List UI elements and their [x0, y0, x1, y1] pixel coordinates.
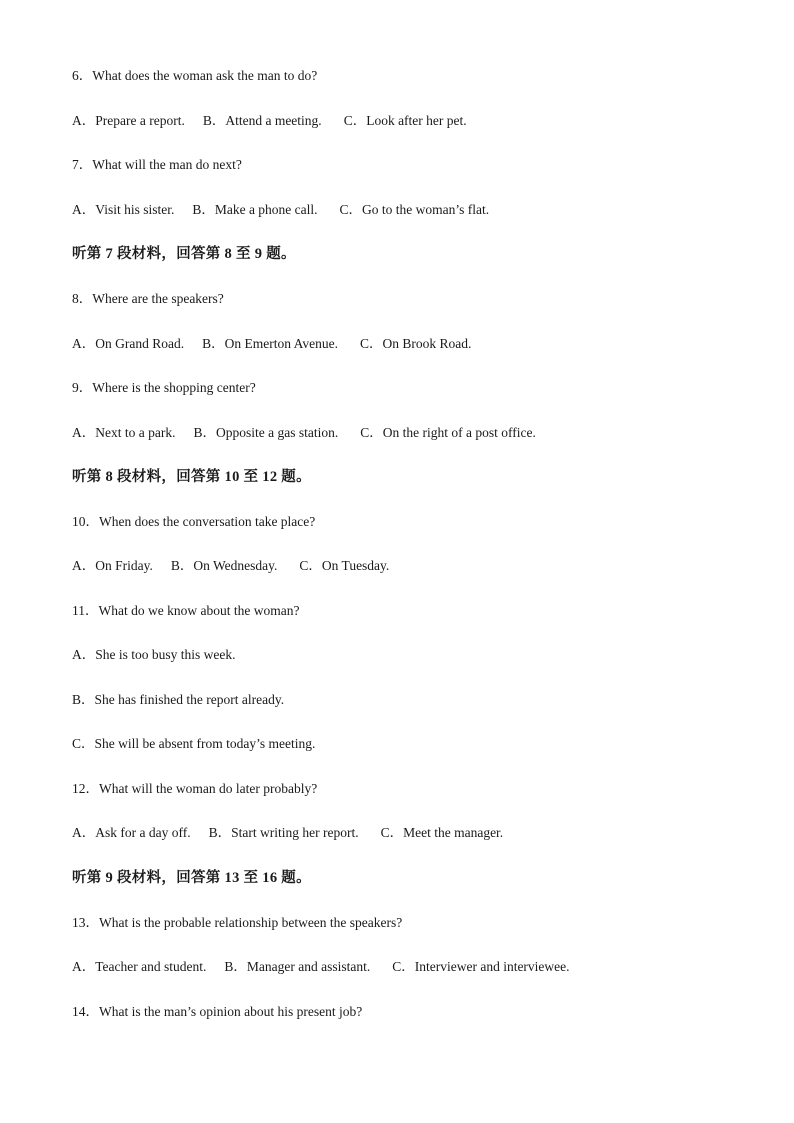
question-6-options: [72, 113, 467, 129]
question-11-option-c: C．She will be absent from today’s meeting.: [72, 736, 316, 751]
question-12-options: [72, 825, 503, 841]
question-6-option-a: A．Prepare a report.: [72, 113, 185, 128]
question-8-options: [72, 336, 471, 352]
section-heading-8: 听第 8 段材料，回答第 10 至 12 题。: [72, 469, 311, 485]
question-10-option-a: A．On Friday.: [72, 558, 153, 573]
question-12-option-c: C．Meet the manager.: [380, 825, 504, 840]
question-10: 10．When does the conversation take place?: [72, 514, 316, 529]
question-6-option-b: B．Attend a meeting.: [202, 113, 322, 128]
question-13-option-c: C．Interviewer and interviewee.: [392, 959, 570, 974]
question-11-option-b: B．She has finished the report already.: [72, 692, 285, 707]
question-7-option-c: C．Go to the woman’s flat.: [339, 202, 490, 217]
question-14: 14．What is the man’s opinion about his present job?: [72, 1004, 363, 1019]
question-7-options: [72, 202, 489, 218]
question-7-option-a: A．Visit his sister.: [72, 202, 175, 217]
question-10-option-b: B．On Wednesday.: [170, 558, 278, 573]
question-9-option-b: B．Opposite a gas station.: [193, 425, 339, 440]
question-13-option-a: A．Teacher and student.: [72, 959, 207, 974]
question-8-option-a: A．On Grand Road.: [72, 336, 185, 351]
question-10-option-c: C．On Tuesday.: [299, 558, 390, 573]
question-12-option-b: B．Start writing her report.: [208, 825, 359, 840]
question-6: 6．What does the woman ask the man to do?: [72, 68, 318, 83]
question-9-options: [72, 425, 536, 441]
section-heading-9: 听第 9 段材料，回答第 13 至 16 题。: [72, 870, 311, 886]
question-13: 13．What is the probable relationship between the speakers?: [72, 915, 403, 930]
question-13-option-b: B．Manager and assistant.: [224, 959, 371, 974]
section-heading-7: 听第 7 段材料，回答第 8 至 9 题。: [72, 246, 296, 262]
question-11-option-a: A．She is too busy this week.: [72, 647, 236, 662]
question-7-option-b: B．Make a phone call.: [192, 202, 318, 217]
question-12-option-a: A．Ask for a day off.: [72, 825, 191, 840]
question-6-option-c: C．Look after her pet.: [343, 113, 467, 128]
question-7: 7．What will the man do next?: [72, 157, 242, 172]
question-13-options: [72, 959, 570, 975]
question-8-option-b: B．On Emerton Avenue.: [202, 336, 338, 351]
question-10-options: [72, 558, 389, 574]
question-8: 8．Where are the speakers?: [72, 291, 224, 306]
question-8-option-c: C．On Brook Road.: [359, 336, 472, 351]
question-11: 11．What do we know about the woman?: [72, 603, 300, 618]
question-12: 12．What will the woman do later probably?: [72, 781, 318, 796]
question-9-option-c: C．On the right of a post office.: [360, 425, 536, 440]
question-9: 9．Where is the shopping center?: [72, 380, 256, 395]
question-9-option-a: A．Next to a park.: [72, 425, 176, 440]
